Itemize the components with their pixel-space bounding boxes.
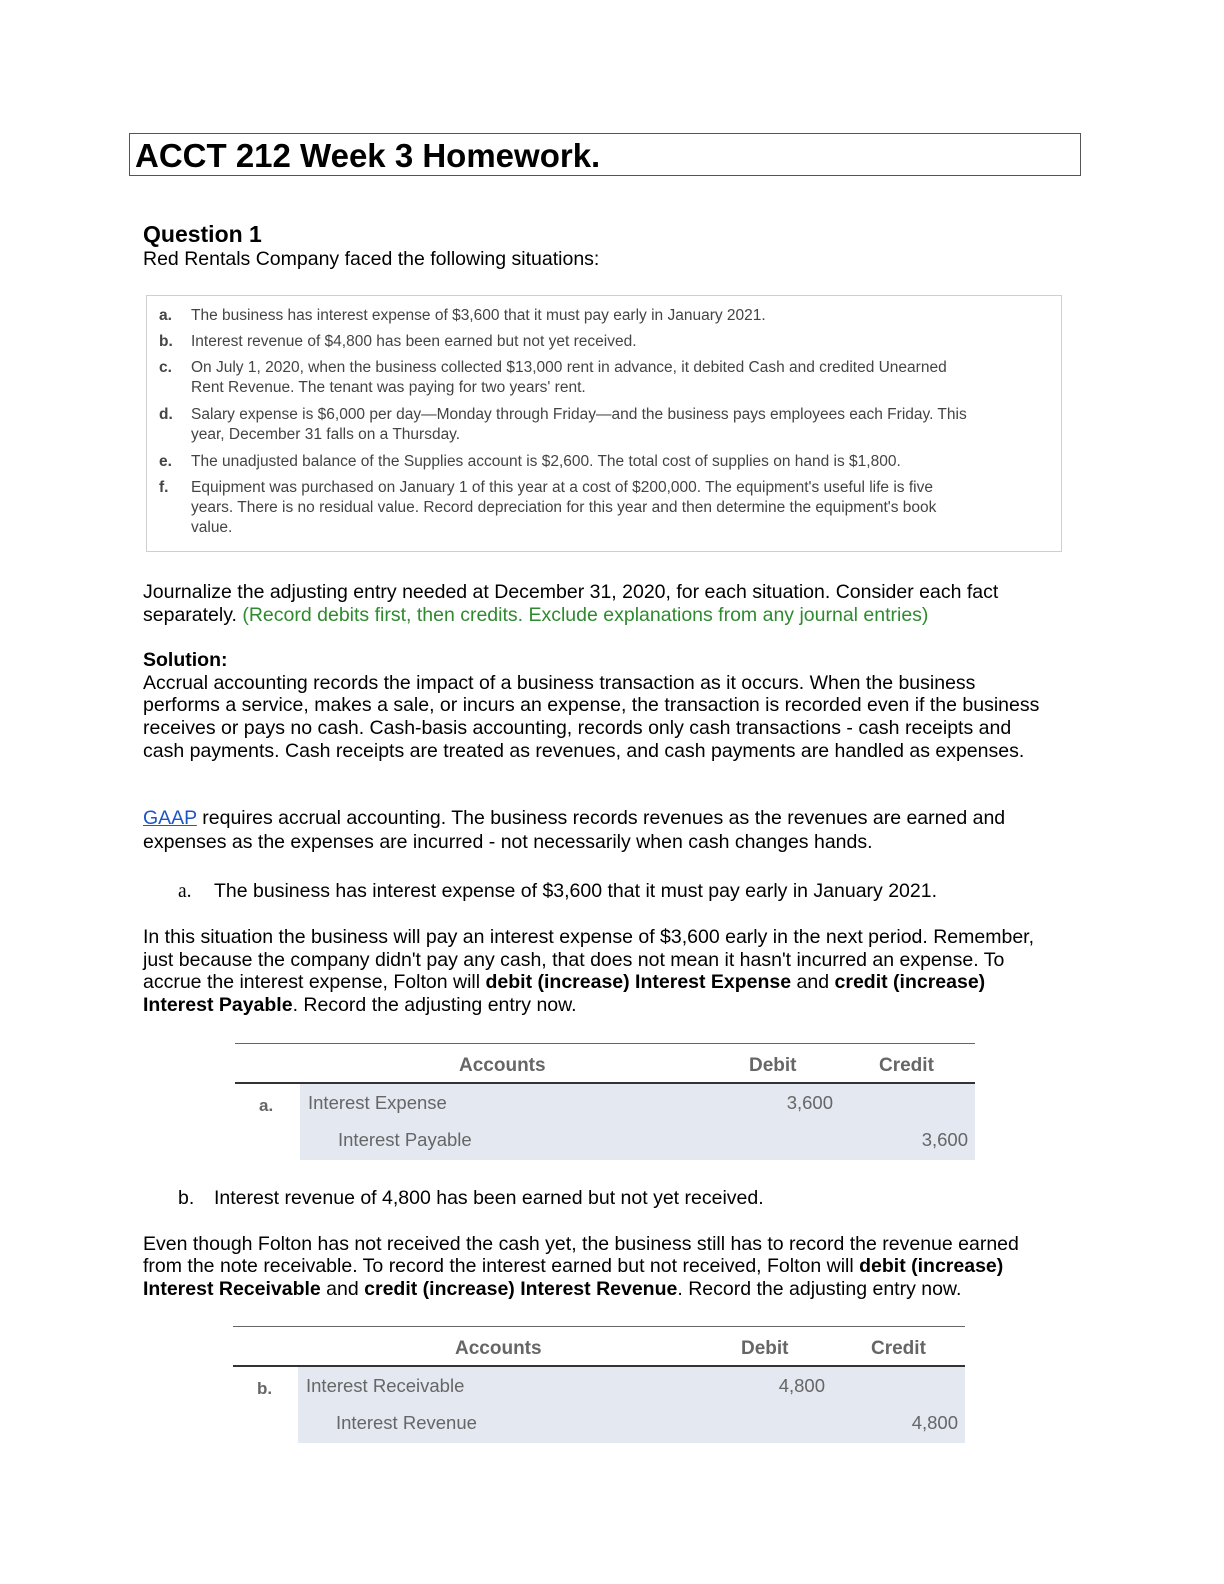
gaap-paragraph-line: expenses as the expenses are incurred - not necessarily when cash changes hands. <box>143 831 873 853</box>
credit-amount: 3,600 <box>921 1129 968 1150</box>
situation-letter: e. <box>159 453 172 470</box>
debit-account: Interest Expense <box>308 1092 447 1113</box>
explanation-line <box>143 994 577 1017</box>
accounts-header: Accounts <box>455 1338 542 1359</box>
explanation-text: . Record the adjusting entry now. <box>292 994 577 1016</box>
solution-text: cash payments. Cash receipts are treated as revenues, and cash payments are handled as expenses. <box>143 740 1025 762</box>
debit-header: Debit <box>749 1055 797 1076</box>
explanation-line <box>143 971 985 994</box>
item-b-line <box>178 1187 764 1210</box>
credit-account: Interest Payable <box>338 1129 472 1150</box>
explanation-text: . Record the adjusting entry now. <box>677 1278 962 1300</box>
explanation-bold: Interest Receivable <box>143 1278 321 1300</box>
situation-letter: d. <box>159 406 173 423</box>
instructions-line <box>143 604 928 627</box>
credit-header: Credit <box>879 1055 934 1076</box>
situation-letter: c. <box>159 359 172 376</box>
journal-table-b <box>233 1326 965 1443</box>
item-a-line <box>178 880 938 904</box>
debit-account: Interest Receivable <box>306 1375 465 1396</box>
credit-amount: 4,800 <box>911 1412 958 1433</box>
table-top-rule <box>235 1043 975 1044</box>
solution-label: Solution: <box>143 649 228 671</box>
explanation-line: just because the company didn't pay any cash, that does not mean it hasn't incurred an expense. To <box>143 949 1005 971</box>
explanation-bold: debit (increase) Interest Expense <box>485 971 792 993</box>
debit-header: Debit <box>741 1338 789 1359</box>
situation-text: value. <box>191 519 233 536</box>
explanation-text: from the note receivable. To record the interest earned but not received, Folton will <box>143 1255 860 1277</box>
situations-box <box>146 295 1062 552</box>
table-top-rule <box>233 1326 965 1327</box>
explanation-line <box>143 1255 1003 1278</box>
explanation-bold: Interest Payable <box>143 994 293 1016</box>
entry-letter: b. <box>257 1379 273 1398</box>
page-title: ACCT 212 Week 3 Homework. <box>135 137 601 174</box>
debit-amount: 3,600 <box>786 1092 833 1113</box>
instructions-line: Journalize the adjusting entry needed at December 31, 2020, for each situation. Consider each fact <box>143 581 999 603</box>
item-text: The business has interest expense of $3,600 that it must pay early in January 2021. <box>214 880 938 902</box>
instructions-text: separately. <box>143 604 243 626</box>
solution-text: Accrual accounting records the impact of a business transaction as it occurs. When the business <box>143 672 976 694</box>
debit-amount: 4,800 <box>778 1375 825 1396</box>
situation-text: Salary expense is $6,000 per day—Monday through Friday—and the business pays employees each Friday. This <box>191 406 967 423</box>
item-letter: a. <box>178 881 192 902</box>
credit-account: Interest Revenue <box>336 1412 477 1433</box>
explanation-line <box>143 1278 961 1301</box>
situation-letter: a. <box>159 307 172 324</box>
accounts-header: Accounts <box>459 1055 546 1076</box>
solution-text: receives or pays no cash. Cash-basis accounting, records only cash transactions - cash receipts and <box>143 717 1012 739</box>
title-box <box>129 133 1081 176</box>
explanation-bold: debit (increase) <box>859 1255 1004 1277</box>
explanation-bold: credit (increase) Interest Revenue <box>364 1278 678 1300</box>
entry-letter: a. <box>259 1096 274 1115</box>
situation-text: On July 1, 2020, when the business collected $13,000 rent in advance, it debited Cash and credited Unearned <box>191 359 947 376</box>
situation-text: The unadjusted balance of the Supplies account is $2,600. The total cost of supplies on hand is $1,800. <box>191 453 901 470</box>
explanation-line: In this situation the business will pay an interest expense of $3,600 early in the next period. Remember, <box>143 926 1035 948</box>
situation-text: Rent Revenue. The tenant was paying for two years' rent. <box>191 379 586 396</box>
situation-text: Equipment was purchased on January 1 of this year at a cost of $200,000. The equipment's useful life is five <box>191 479 933 496</box>
gaap-link[interactable]: GAAP <box>143 807 197 829</box>
gaap-text: requires accrual accounting. The business records revenues as the revenues are earned and <box>196 807 1006 829</box>
situation-text: Interest revenue of $4,800 has been earned but not yet received. <box>191 333 637 350</box>
explanation-bold: credit (increase) <box>834 971 986 993</box>
journal-table-a <box>235 1043 975 1160</box>
credit-header: Credit <box>871 1338 926 1359</box>
instructions-note: (Record debits first, then credits. Exclude explanations from any journal entries) <box>242 604 929 626</box>
explanation-line: Even though Folton has not received the cash yet, the business still has to record the revenue earned <box>143 1233 1019 1255</box>
situation-letter: b. <box>159 333 173 350</box>
situation-text: year, December 31 falls on a Thursday. <box>191 426 461 443</box>
situation-text: The business has interest expense of $3,600 that it must pay early in January 2021. <box>191 307 766 324</box>
situation-letter: f. <box>159 479 169 496</box>
question-intro: Red Rentals Company faced the following situations: <box>143 248 600 270</box>
explanation-text: and <box>320 1278 365 1300</box>
item-text: Interest revenue of 4,800 has been earned but not yet received. <box>214 1187 764 1209</box>
explanation-text: and <box>791 971 835 993</box>
explanation-text: accrue the interest expense, Folton will <box>143 971 486 993</box>
situation-text: years. There is no residual value. Record depreciation for this year and then determine the equipment's book <box>191 499 937 516</box>
item-letter: b. <box>178 1187 195 1209</box>
gaap-paragraph-line <box>143 807 1005 830</box>
solution-text: performs a service, makes a sale, or incurs an expense, the transaction is recorded even if the business <box>143 694 1040 716</box>
question-heading: Question 1 <box>143 221 262 247</box>
